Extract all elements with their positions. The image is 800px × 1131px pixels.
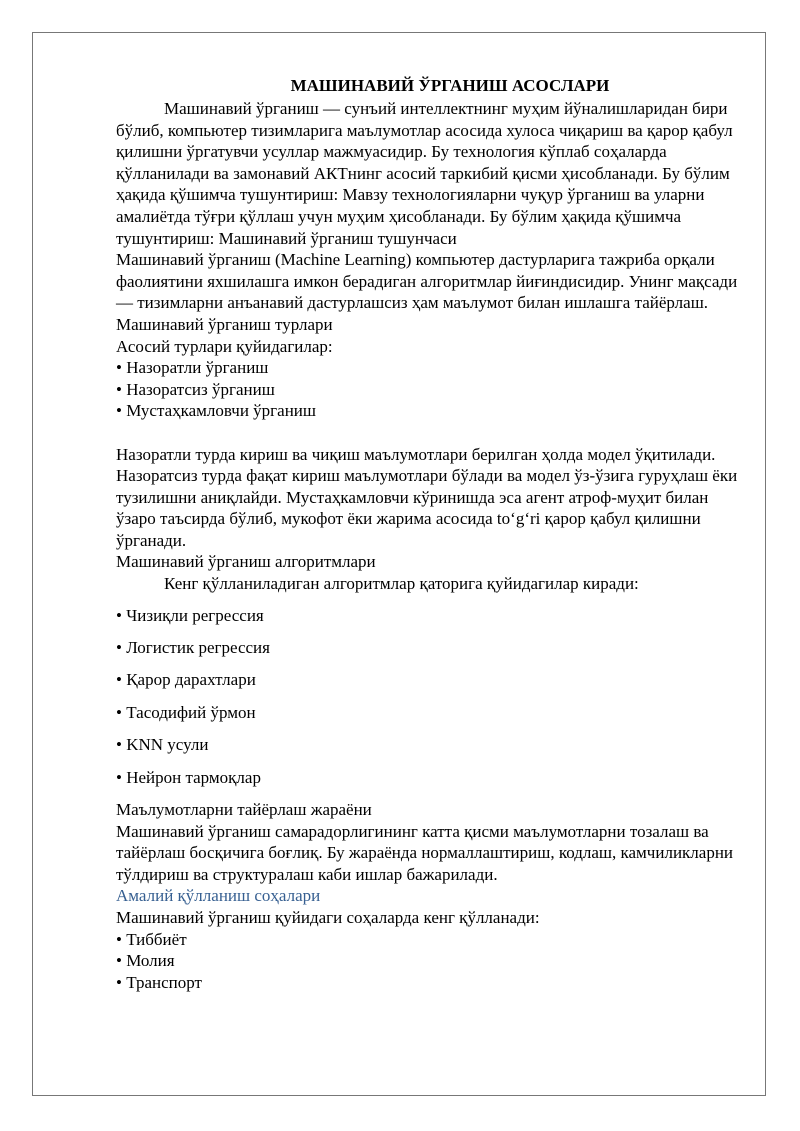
apps-heading: Амалий қўлланиш соҳалари bbox=[116, 886, 321, 906]
list-item: • Қарор дарахтлари bbox=[116, 670, 256, 690]
list-item: • Назоратсиз ўрганиш bbox=[116, 379, 275, 399]
algorithms-intro: Кенг қўлланиладиган алгоритмлар қаторига қуйидагилар киради: bbox=[164, 574, 639, 594]
list-item: • Мустаҳкамловчи ўрганиш bbox=[116, 401, 316, 421]
document-body bbox=[116, 75, 744, 993]
list-item: • Назоратли ўрганиш bbox=[116, 358, 269, 378]
prep-paragraph: Машинавий ўрганиш самарадорлигининг катта қисми маълумотларни тозалаш ва тайёрлаш босқичига боғлиқ. Бу жараёнда нормаллаштириш, кодлаш, камчиликларни тўлдириш ва структуралаш каби ишлар бажарилади. bbox=[116, 821, 734, 884]
list-item: • Молия bbox=[116, 951, 175, 971]
list-item: • Транспорт bbox=[116, 972, 202, 992]
list-item: • Тиббиёт bbox=[116, 929, 187, 949]
list-item: • KNN усули bbox=[116, 735, 209, 755]
document-title: МАШИНАВИЙ ЎРГАНИШ АСОСЛАРИ bbox=[290, 76, 610, 95]
list-item: • Логистик регрессия bbox=[116, 638, 270, 658]
types-heading: Машинавий ўрганиш турлари bbox=[116, 314, 333, 334]
apps-intro: Машинавий ўрганиш қуйидаги соҳаларда кенг қўлланади: bbox=[116, 908, 540, 928]
list-item: • Тасодифий ўрмон bbox=[116, 702, 256, 722]
algorithms-heading: Машинавий ўрганиш алгоритмлари bbox=[116, 552, 376, 572]
intro-paragraph: Машинавий ўрганиш — сунъий интеллектнинг муҳим йўналишларидан бири бўлиб, компьютер тизимларига маълумотлар асосида хулоса чиқариш ва қарор қабул қилишни ўргатувчи усуллар мажмуасидир. Бу технология кўплаб соҳаларда қўлланилади ва замонавий АКТнинг асосий таркибий қисми ҳисобланади. Бу бўлим ҳақида қўшимча тушунтириш: Мавзу технологияларни чуқур ўрганиш ва уларни амалиётда тўғри қўллаш учун муҳим ҳисобланади. Бу бўлим ҳақида қўшимча тушунтириш: Машинавий ўрганиш тушунчаси bbox=[116, 99, 733, 248]
definition-paragraph: Машинавий ўрганиш (Machine Learning) компьютер дастурларига тажриба орқали фаолиятини яхшилашга имкон берадиган алгоритмлар йиғиндисидир. Унинг мақсади — тизимларни анъанавий дастурлашсиз ҳам маълумот билан ишлашга тайёрлаш. bbox=[116, 250, 738, 313]
list-item: • Нейрон тармоқлар bbox=[116, 767, 261, 787]
types-intro: Асосий турлари қуйидагилар: bbox=[116, 336, 333, 356]
types-description: Назоратли турда кириш ва чиқиш маълумотлари берилган ҳолда модел ўқитилади. Назоратсиз турда фақат кириш маълумотлари бўлади ва модел ўз-ўзига гуруҳлаш ёки тузилишни аниқлайди. Мустаҳкамловчи кўринишда эса агент атроф-муҳит билан ўзаро таъсирда бўлиб, мукофот ёки жарима асосида to‘g‘ri қарор қабул қилишни ўрганади. bbox=[116, 444, 738, 550]
list-item: • Чизиқли регрессия bbox=[116, 605, 264, 625]
prep-heading: Маълумотларни тайёрлаш жараёни bbox=[116, 800, 372, 820]
algorithms-list bbox=[116, 605, 744, 789]
